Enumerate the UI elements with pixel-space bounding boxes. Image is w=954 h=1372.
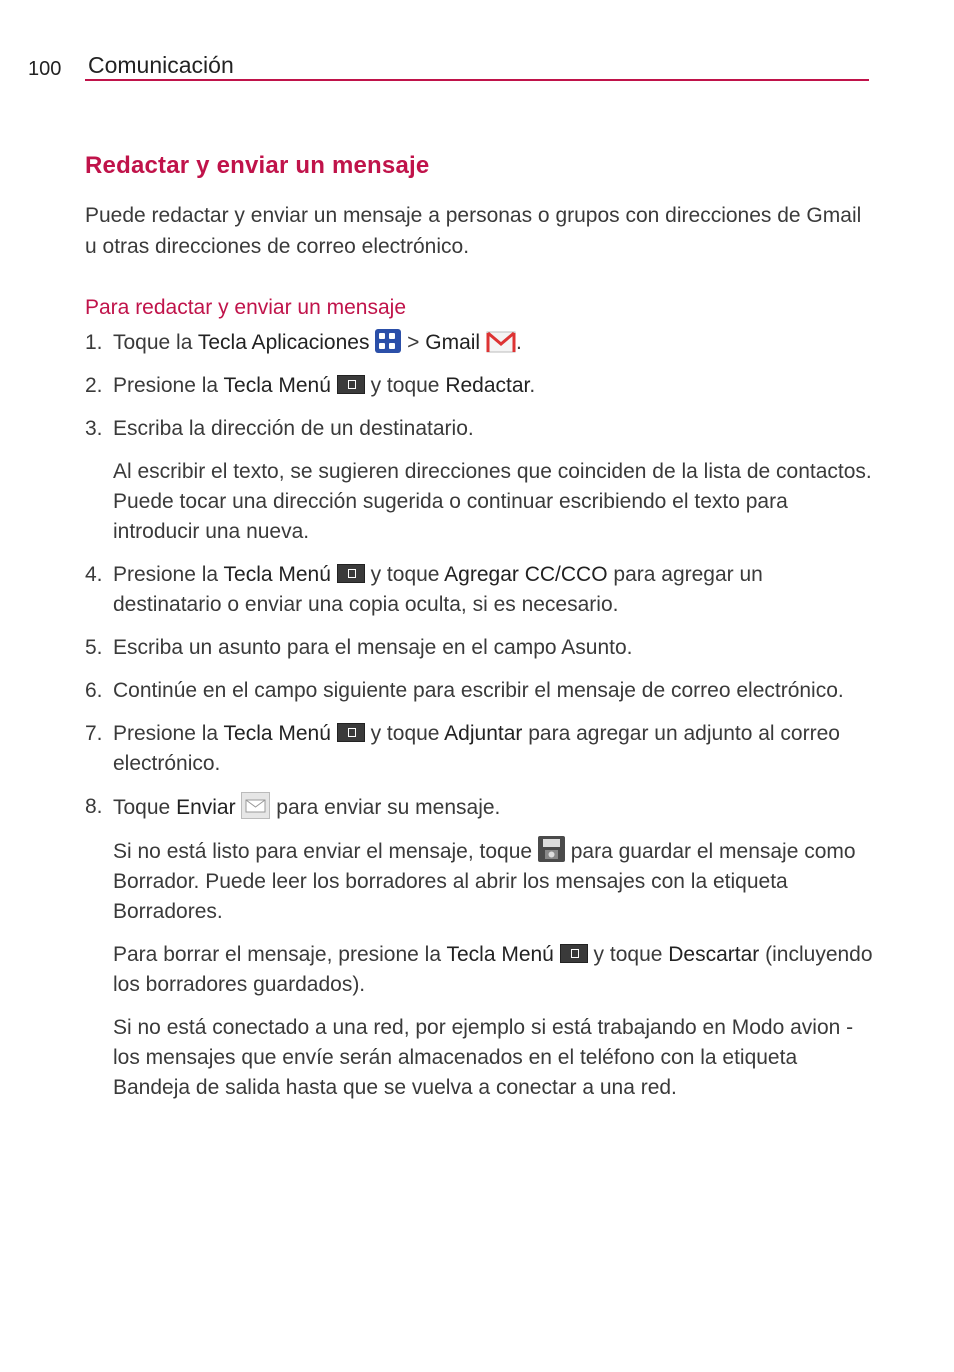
- step-8: 8. Toque Enviar para enviar su mensaje. Si no está listo para enviar el mensaje, toque para guardar el mensaje como Borrador. Puede leer los borradores al abrir los mensajes con la etiqueta Borradores. Para borrar el mensaje, presione la Tecla Menú y toque Descartar (incluyendo los borradores guardados). Si no está conectado a una red, por ejemplo si está trabajando en Modo avion - los mensajes que envíe serán almacenados en el teléfono con la etiqueta Bandeja de salida hasta que se vuelva a conectar a una red.: [85, 792, 875, 1103]
- page-number: 100: [28, 58, 62, 80]
- apps-icon: [375, 329, 401, 353]
- gmail-icon: [486, 331, 516, 353]
- menu-key-icon: [337, 375, 365, 394]
- main-content: [85, 152, 875, 1116]
- step-6: 6. Continúe en el campo siguiente para escribir el mensaje de correo electrónico.: [85, 679, 844, 702]
- menu-key-icon: [560, 944, 588, 963]
- step-8-note-save: Si no está listo para enviar el mensaje, toque para guardar el mensaje como Borrador. Puede leer los borradores al abrir los mensajes con la etiqueta Borradores.: [113, 836, 875, 927]
- step-3: 3. Escriba la dirección de un destinatario. Al escribir el texto, se sugieren direcciones que coinciden de la lista de contactos. Puede tocar una dirección sugerida o continuar escribiendo el texto para introducir una nueva.: [85, 414, 875, 547]
- step-8-note-offline: Si no está conectado a una red, por ejemplo si está trabajando en Modo avion - los mensajes que envíe serán almacenados en el teléfono con la etiqueta Bandeja de salida hasta que se vuelva a conectar a una red.: [113, 1016, 854, 1099]
- steps-list: [85, 328, 875, 1103]
- intro-paragraph: Puede redactar y enviar un mensaje a personas o grupos con direcciones de Gmail u otras direcciones de correo electrónico.: [85, 204, 862, 258]
- step-2: 2. Presione la Tecla Menú y toque Redactar.: [85, 374, 536, 397]
- step-4: 4. Presione la Tecla Menú y toque Agregar CC/CCO para agregar un destinatario o enviar una copia oculta, si es necesario.: [85, 563, 763, 616]
- section-name: Comunicación: [88, 52, 234, 78]
- subsection-title: Para redactar y enviar un mensaje: [85, 296, 406, 319]
- header-rule: [85, 79, 869, 81]
- step-8-note-discard: Para borrar el mensaje, presione la Tecla Menú y toque Descartar (incluyendo los borradores guardados).: [113, 943, 873, 996]
- step-3-note: Al escribir el texto, se sugieren direcciones que coinciden de la lista de contactos. Puede tocar una dirección sugerida o continuar escribiendo el texto para introducir una nueva.: [113, 460, 872, 543]
- step-5: 5. Escriba un asunto para el mensaje en el campo Asunto.: [85, 636, 633, 659]
- save-draft-icon: [538, 836, 565, 862]
- page-title: Redactar y enviar un mensaje: [85, 152, 430, 179]
- page-header: [28, 52, 869, 82]
- step-1: 1. Toque la Tecla Aplicaciones > Gmail .: [85, 331, 522, 354]
- send-icon: [241, 792, 270, 819]
- menu-key-icon: [337, 564, 365, 583]
- menu-key-icon: [337, 723, 365, 742]
- step-7: 7. Presione la Tecla Menú y toque Adjuntar para agregar un adjunto al correo electrónico.: [85, 722, 840, 775]
